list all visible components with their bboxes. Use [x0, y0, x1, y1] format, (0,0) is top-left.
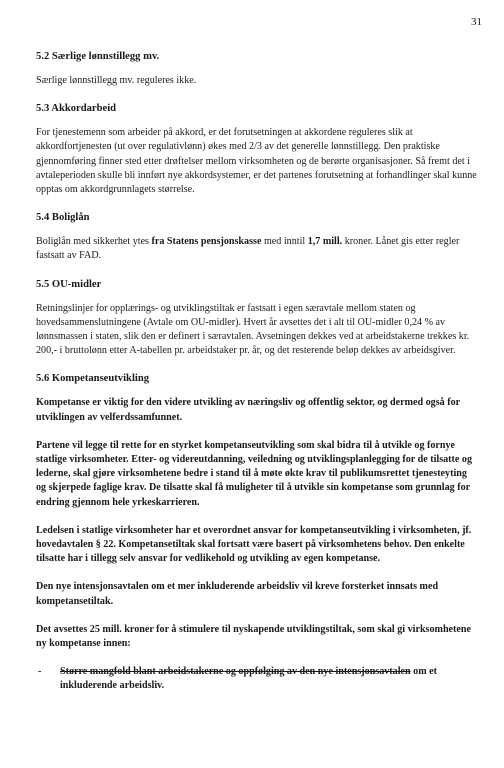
section-heading-5-2: 5.2 Særlige lønnstillegg mv.: [36, 51, 160, 62]
kompetanse-paragraph: Den nye intensjonsavtalen om et mer inkluderende arbeidsliv vil kreve forsterket innsats med kompetansetiltak.: [36, 581, 439, 607]
section-heading-5-5: 5.5 OU-midler: [36, 278, 102, 290]
section-body-5-5: Retningslinjer for opplærings- og utviklingstiltak er fastsatt i egen særavtale mellom staten og hovedsammenslutningene (Avtale om OU-midler). Hvert år avsettes det i alt til OU-midler 0,24 % av lønnsmassen i staten, slik den er definert i særavtalen. Avsetningen dekkes ved at arbeidstakerne trekkes kr. 200,- i bruttolønn etter A-tabellen pr. arbeidstaker pr. år, og det resterende beløp dekkes av arbeidsgiver.: [36, 302, 470, 357]
document-body: [36, 50, 478, 694]
section-body-5-4: [36, 235, 478, 263]
section-heading-5-3: 5.3 Akkordarbeid: [36, 103, 117, 115]
list-item: [36, 665, 478, 693]
kompetanse-paragraph: Ledelsen i statlige virksomheter har et overordnet ansvar for kompetanseutvikling i virksomheten, jf. hovedavtalen § 22. Kompetansetiltak skal fortsatt være basert på virksomhetens behov. Den enkelte tilsatte har i tillegg selv ansvar for vedlikehold og utvikling av egen kompetanse.: [36, 524, 472, 565]
bullet-text: om et inkluderende arbeidsliv.: [60, 666, 437, 692]
kompetanse-paragraph: Det avsettes 25 mill. kroner for å stimulere til nyskapende utviklingstiltak, som skal gi virksomhetene ny kompetanse innen:: [36, 623, 471, 650]
section-heading-5-6: 5.6 Kompetanseutvikling: [36, 373, 150, 385]
boliglan-text-2: med inntil: [261, 236, 308, 248]
section-body-5-6: [36, 396, 478, 651]
boliglan-bold-lender: fra Statens pensjonskasse: [151, 236, 262, 248]
kompetanse-paragraph: Kompetanse er viktig for den videre utvikling av næringsliv og offentlig sektor, og dermed også for utviklingen av velferdssamfunnet.: [36, 397, 460, 423]
boliglan-text-1: Boliglån med sikkerhet ytes: [36, 236, 152, 248]
bullet-struck-text: Større mangfold blant arbeidstakerne og oppfølging av den nye intensjonsavtalen: [60, 666, 411, 678]
section-heading-5-4: 5.4 Boliglån: [36, 212, 90, 224]
section-body-5-3: For tjenestemenn som arbeider på akkord, er det forutsetningen at akkordene reguleres slik at akkordfortjenesten (ut over regulativlønn) økes med 2/3 av det generelle lønnstillegg. Den praktiske gjennomføring finner sted etter drøftelser mellom virksomheten og de berørte organisasjoner. Så fremt det i avtaleperioden skulle bli innført nye akkordsystemer, er det partenes forutsetning at forhandlinger skal kunne opptas om akkordgrunnlagets størrelse.: [36, 127, 477, 196]
boliglan-text-3: kroner. Lånet gis etter regler fastsatt av FAD.: [36, 236, 460, 262]
page-number: 31: [471, 16, 482, 28]
bullet-dash: -: [38, 666, 42, 678]
kompetanse-bullet-list: [36, 665, 478, 693]
kompetanse-paragraph: Partene vil legge til rette for en styrket kompetanseutvikling som skal bidra til å utvikle og fornye statlige virksomheter. Etter- og videreutdanning, veiledning og utviklingsplanlegging for de tilsatte og lederne, skal gjøre virksomhetene bedre i stand til å møte økte krav til publikumsrettet tjenesteyting og skjerpede faglige krav. De tilsatte skal få muligheter til å utvikle sin kompetanse som grunnlag for endring gjennom hele yrkeskarrieren.: [36, 439, 473, 508]
section-body-5-2: Særlige lønnstillegg mv. reguleres ikke.: [36, 75, 197, 86]
boliglan-bold-amount: 1,7 mill.: [307, 236, 343, 248]
